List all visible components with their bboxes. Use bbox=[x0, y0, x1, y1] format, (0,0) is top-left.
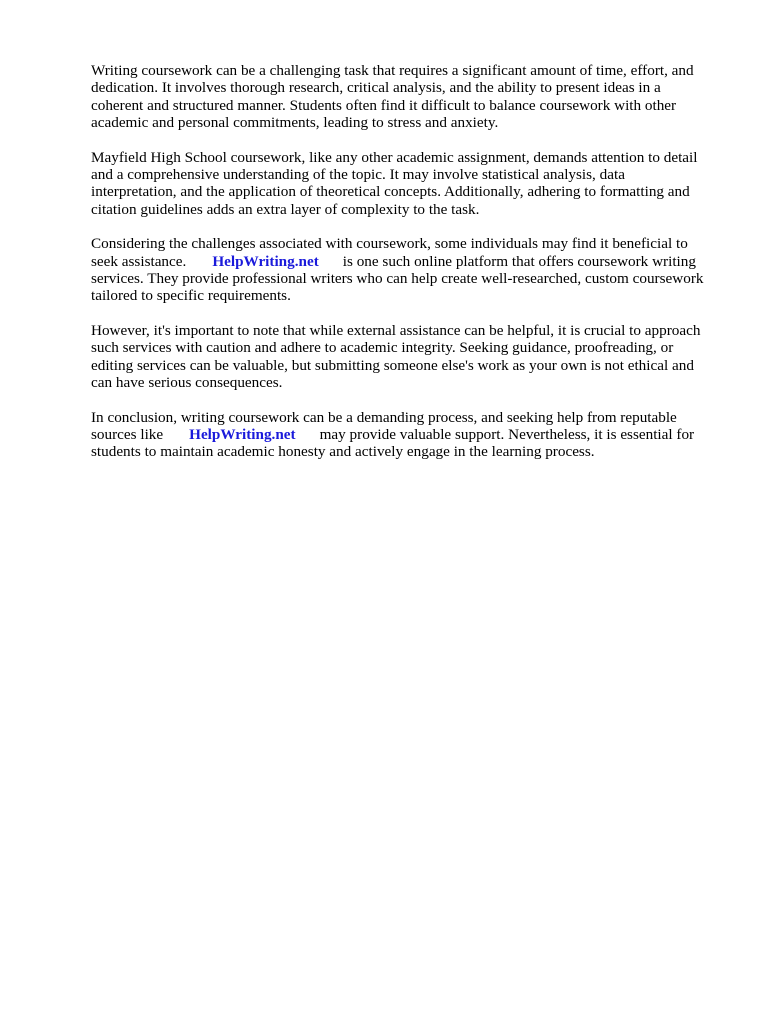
paragraph-intro bbox=[91, 62, 723, 132]
text-line: such services with caution and adhere to academic integrity. Seeking guidance, proofreading, or bbox=[91, 339, 674, 357]
text-segment: seek assistance. bbox=[91, 252, 187, 270]
text-segment: sources like bbox=[91, 425, 164, 443]
text-line: Mayfield High School coursework, like any other academic assignment, demands attention to detail bbox=[91, 148, 698, 166]
text-segment: is one such online platform that offers coursework writing bbox=[342, 252, 696, 270]
document-page bbox=[91, 62, 723, 478]
text-line-with-link bbox=[91, 253, 723, 270]
text-line: tailored to specific requirements. bbox=[91, 287, 291, 305]
text-line: However, it's important to note that while external assistance can be helpful, it is crucial to approach bbox=[91, 321, 701, 339]
paragraph-mayfield bbox=[91, 149, 723, 219]
text-line-with-link bbox=[91, 426, 723, 443]
text-line: editing services can be valuable, but submitting someone else's work as your own is not ethical and bbox=[91, 356, 694, 374]
text-line: students to maintain academic honesty and actively engage in the learning process. bbox=[91, 443, 595, 461]
text-line: interpretation, and the application of theoretical concepts. Additionally, adhering to formatting and bbox=[91, 183, 690, 201]
text-segment: may provide valuable support. Nevertheless, it is essential for bbox=[319, 425, 695, 443]
text-line: academic and personal commitments, leading to stress and anxiety. bbox=[91, 114, 499, 132]
text-line: citation guidelines adds an extra layer of complexity to the task. bbox=[91, 200, 480, 218]
text-line: coherent and structured manner. Students often find it difficult to balance coursework with other bbox=[91, 96, 677, 114]
helpwriting-link[interactable]: HelpWriting.net bbox=[212, 252, 319, 270]
text-line: services. They provide professional writers who can help create well-researched, custom coursework bbox=[91, 270, 704, 288]
paragraph-caution bbox=[91, 322, 723, 392]
text-line: dedication. It involves thorough research, critical analysis, and the ability to present ideas in a bbox=[91, 79, 661, 97]
text-line: Writing coursework can be a challenging task that requires a significant amount of time, effort, and bbox=[91, 62, 694, 79]
paragraph-challenges bbox=[91, 235, 723, 305]
paragraph-conclusion bbox=[91, 409, 723, 461]
helpwriting-link[interactable]: HelpWriting.net bbox=[189, 425, 296, 443]
text-line: In conclusion, writing coursework can be a demanding process, and seeking help from reputable bbox=[91, 408, 677, 426]
text-line: can have serious consequences. bbox=[91, 374, 283, 392]
text-line: and a comprehensive understanding of the topic. It may involve statistical analysis, data bbox=[91, 166, 625, 184]
text-line: Considering the challenges associated with coursework, some individuals may find it beneficial to bbox=[91, 235, 688, 253]
